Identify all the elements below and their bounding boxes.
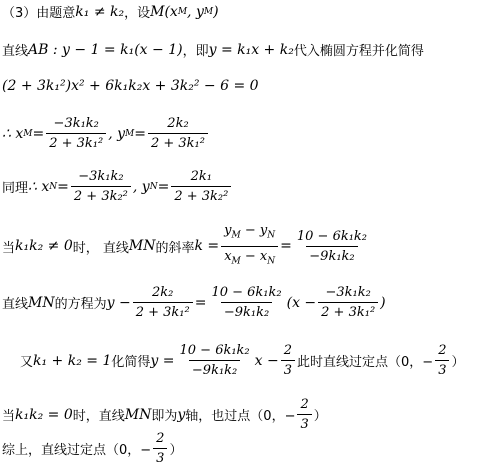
text-segment: 时，直线 [72,409,125,424]
math-segment: M(x [150,3,178,20]
numerator: 2k₁ [190,169,212,184]
math-subscript: M [177,6,188,17]
math-segment: y = [150,352,175,369]
math-segment: , y [187,3,204,20]
xm-ym-formula [2,115,210,152]
math-subscript: M [231,230,241,241]
text-segment: 的斜率 [155,240,195,256]
numerator: −3k₁k₂ [325,285,371,300]
special-case-line [2,396,327,433]
math-segment: y − [106,294,131,311]
denominator: 3 [153,448,167,467]
text-segment: 的方程为 [54,297,107,312]
math-segment: ) [380,294,386,311]
math-segment: , y [132,178,150,195]
math-segment: = [194,294,207,311]
numerator: 2k₂ [167,116,189,131]
slope-mn [2,222,372,270]
numerator: −3k₁k₂ [53,116,99,131]
math-segment: = [157,178,170,195]
math-segment: x [224,248,232,264]
text-segment: 当 [2,409,16,424]
numerator: 2 [156,431,165,446]
fraction [318,284,378,321]
numerator: 2k₂ [152,285,174,300]
math-segment: ) [213,3,219,20]
text-segment: 直线 [2,44,29,59]
fraction [177,342,253,379]
fraction [148,115,208,152]
math-segment: y = k₁x + k₂ [208,41,294,58]
math-subscript: M [203,6,214,17]
math-subscript: M [125,128,135,139]
math-segment: − y [240,223,268,238]
numerator: 2 [283,343,293,358]
text-segment: 代入椭圆方程并化简得 [293,44,424,59]
math-segment: y [177,406,186,423]
math-segment: k₁k₂ ≠ 0 [15,238,73,255]
math-segment: k₁ + k₂ = 1 [33,352,112,369]
fraction [221,222,278,270]
denominator: 2 + 3k₂² [71,186,131,205]
conclusion-line [2,430,182,467]
denominator: −9k₁k₂ [189,360,240,379]
text-segment: 即为 [151,409,178,424]
text-segment: 时， 直线 [72,240,129,256]
text-segment: 同理 [2,181,29,196]
line-mn-equation [2,284,386,321]
math-segment: k₁ ≠ k₂ [75,3,125,20]
math-subscript: N [267,256,276,267]
math-segment: MN [124,406,152,423]
denominator: 2 + 3k₁² [318,302,378,321]
fraction [297,396,311,433]
xn-yn-formula [2,168,233,205]
math-segment: MN [28,294,55,311]
simplified-line [20,342,464,379]
text-segment: ，即 [182,44,209,59]
denominator: 2 + 3k₂² [171,186,231,205]
fraction [46,115,106,152]
fraction [153,430,167,467]
text-segment: ，设 [124,6,151,21]
math-segment: = [280,238,292,255]
numerator: 10 − 6k₁k₂ [296,228,368,244]
denominator: 2 + 3k₁² [148,133,208,152]
math-segment: = [57,178,69,195]
math-segment: k₁k₂ = 0 [15,406,73,423]
fraction [171,168,231,205]
fraction [133,284,193,321]
math-subscript: M [23,128,33,139]
numerator: 2 [300,397,309,412]
numerator: 10 − 6k₁k₂ [211,285,282,300]
numerator: −3k₁k₂ [78,169,124,184]
numerator [221,222,278,246]
denominator: 2 + 3k₁² [46,133,106,152]
condition-line [2,2,219,21]
text-segment: 综上，直线过定点（0，− [2,443,152,458]
text-segment: ） [451,355,465,370]
math-subscript: M [231,256,241,267]
fraction [71,168,131,205]
denominator [221,246,278,271]
math-subscript: N [149,181,158,192]
math-segment: (x − [286,294,317,311]
fraction [208,284,284,321]
math-segment: , y [108,125,126,142]
math-segment: − x [240,248,268,264]
text-segment: 当 [2,240,16,256]
math-segment: k = [194,238,220,255]
math-segment: ∴ x [28,178,50,195]
math-segment: = [32,125,45,142]
math-segment: y [224,223,232,238]
text-segment: 此时直线过定点（0，− [297,355,434,370]
denominator: −9k₁k₂ [221,302,272,321]
math-segment: ∴ x [2,125,24,142]
numerator: 2 [438,343,447,358]
math-segment: = [134,125,146,142]
text-segment: （3）由题意 [2,6,76,21]
fraction [281,342,295,379]
math-segment: x − [254,352,279,369]
math-segment: AB : y − 1 = k₁(x − 1) [28,41,183,58]
denominator: 2 + 3k₁² [133,302,193,321]
text-segment: 化简得 [111,355,151,370]
math-subscript: N [49,181,58,192]
math-subscript: N [267,230,276,241]
denominator: −9k₁k₂ [306,246,357,265]
denominator: 3 [281,360,295,379]
text-segment: 轴，也过点（0，− [185,409,296,424]
fraction [294,228,370,265]
math-segment: (2 + 3k₁²)x² + 6k₁k₂x + 3k₂² − 6 = 0 [2,78,259,94]
numerator: 10 − 6k₁k₂ [179,343,250,358]
denominator: 3 [297,414,311,433]
text-segment: 直线 [2,297,29,312]
text-segment: 又 [20,355,34,370]
line-ab-substitution [2,40,424,59]
quadratic-equation [2,78,259,94]
denominator: 3 [435,360,449,379]
text-segment: ） [313,409,327,424]
text-segment: ） [169,443,183,458]
math-segment: MN [128,238,156,255]
fraction [435,342,449,379]
